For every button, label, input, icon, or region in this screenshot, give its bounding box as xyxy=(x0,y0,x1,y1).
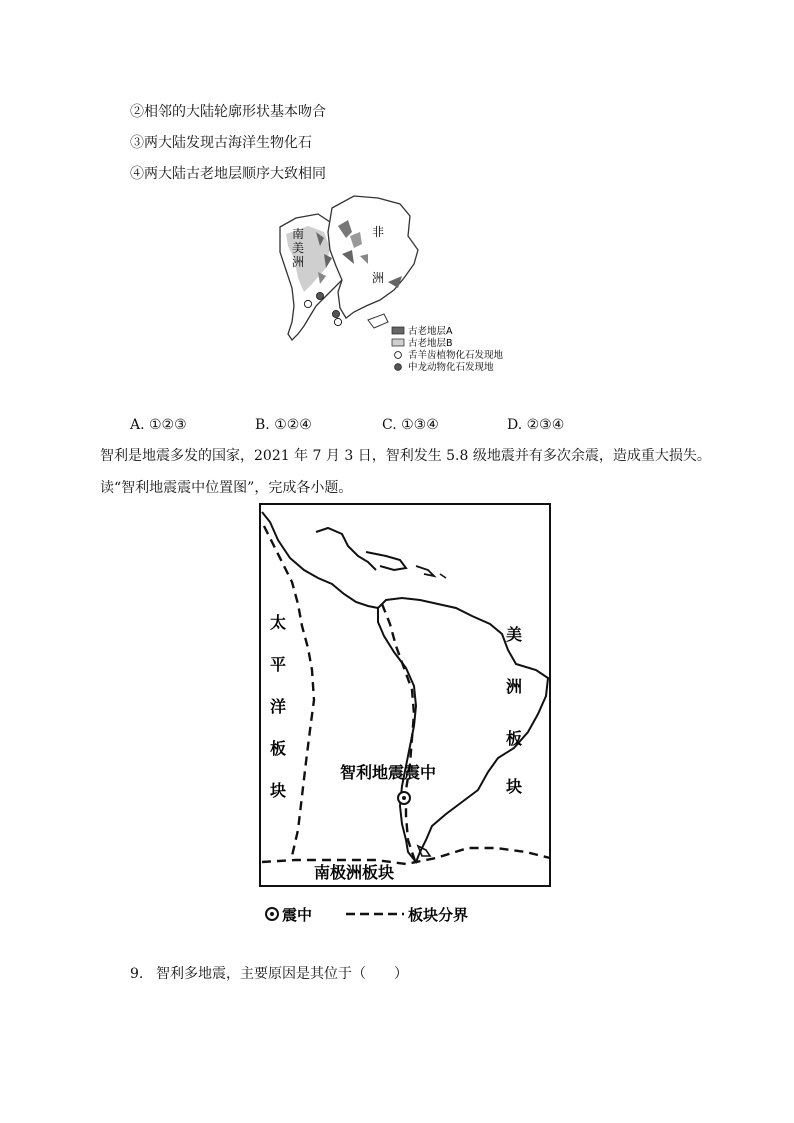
legend-a-swatch xyxy=(392,327,404,334)
option-b: B. ①②④ xyxy=(255,417,312,433)
america-label-3: 板 xyxy=(506,729,523,748)
africa-outline xyxy=(328,196,418,318)
question-number: 9. xyxy=(130,966,144,982)
pacific-label-1: 太 xyxy=(270,613,287,632)
continental-drift-map xyxy=(268,192,538,382)
legend-boundary-label: 板块分界 xyxy=(408,906,469,924)
statement-4: ④两大陆古老地层顺序大致相同 xyxy=(130,166,326,182)
legend-animal-label: 中龙动物化石发现地 xyxy=(408,362,494,373)
america-label-2: 洲 xyxy=(506,677,523,696)
legend-animal-marker xyxy=(395,364,402,371)
sa-label-3: 洲 xyxy=(292,255,305,269)
sa-label-2: 美 xyxy=(292,241,305,255)
pacific-label-2: 平 xyxy=(270,655,287,674)
pacific-label-5: 块 xyxy=(270,781,287,800)
question-text: 智利多地震，主要原因是其位于（ ） xyxy=(156,966,408,982)
chile-earthquake-map xyxy=(256,500,556,930)
legend-plant-label: 舌羊齿植物化石发现地 xyxy=(408,350,504,361)
legend-epicenter-label: 震中 xyxy=(282,906,313,924)
legend-plant-marker xyxy=(395,352,402,359)
statement-3: ③两大陆发现古海洋生物化石 xyxy=(130,135,312,151)
legend-a-label: 古老地层A xyxy=(408,326,453,337)
america-label-1: 美 xyxy=(506,625,523,644)
statement-2: ②相邻的大陆轮廓形状基本吻合 xyxy=(130,104,326,120)
pacific-label-4: 板 xyxy=(270,739,287,758)
sa-label-1: 南 xyxy=(292,227,305,241)
option-a: A. ①②③ xyxy=(130,417,187,433)
passage-line-1: 智利是地震多发的国家，2021 年 7 月 3 日，智利发生 5.8 级地震并有多次余震，造成重大损失。 xyxy=(100,448,711,464)
passage-line-2: 读“智利地震震中位置图”，完成各小题。 xyxy=(100,480,353,496)
option-d: D. ②③④ xyxy=(507,417,565,433)
pacific-label-3: 洋 xyxy=(270,697,287,716)
legend-b-label: 古老地层B xyxy=(408,338,453,349)
epicenter-label: 智利地震震中 xyxy=(340,763,437,782)
option-c: C. ①③④ xyxy=(382,417,439,433)
america-label-4: 块 xyxy=(506,777,523,796)
antarctic-label: 南极洲板块 xyxy=(314,863,395,882)
af-label-1: 非 xyxy=(372,225,385,239)
legend-b-swatch xyxy=(392,339,404,346)
af-label-2: 洲 xyxy=(372,271,385,285)
